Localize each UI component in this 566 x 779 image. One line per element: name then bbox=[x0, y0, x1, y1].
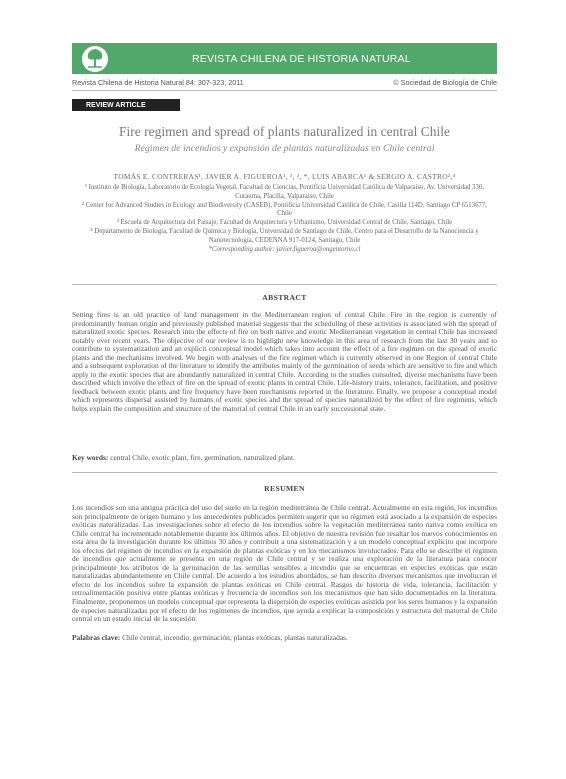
author-list: TOMÁS E. CONTRERAS¹, JAVIER A. FIGUEROA¹, ², ³, *, LUIS ABARCA¹ & SERGIO A. CASTRO²,⁴ bbox=[113, 172, 456, 181]
abstract-rule bbox=[72, 284, 497, 285]
resumen-text: Los incendios son una antigua práctica del uso del suelo en la región mediterránea de Chile central. Actualmente en esta región, los incendios son principalmente de origen humano y los antecedentes publicados permiten sugerir que su régimen está asociado a la expansión de especies exóticas naturalizadas. Las investigaciones sobre el efecto de los incendios sobre la vegetación mediterránea tanto nativa como exótica en Chile central ha incrementado notablemente durante los últimos años. El objetivo de nuestra revisión fue resaltar los nuevos conocimientos en esta área de la investigación durante los últimos 30 años y contribuir a una sistematización y a un modelo conceptual explícito que incorpore los efectos del régimen de incendios en la expansión de plantas exóticas y en los mecanismos involucrados. Para ello se describe el régimen de incendios que actualmente se presenta en una región de Chile central y se realiza una exploración de la literatura para conocer principalmente los atributos de la germinación de las semillas sensibles a incendio que se encuentran en especies exóticas que están naturalizadas abundantemente en Chile central. De acuerdo a los estudios abordados, se han descrito diversos mecanismos que involucran el efecto de los incendios sobre la expansión de plantas exóticas en Chile central. Rasgos de historia de vida, tolerancia, facilitación y retroalimentación positiva entre plantas exóticas y frecuencia de incendios son los mecanismos que han sido documentados en la literatura. Finalmente, proponemos un modelo conceptual que representa la dispersión de especies exóticas asistida por los seres humanos y la expansión de especies naturalizadas por el efecto de los regímenes de incendios, que ayuda a explicar la composición y estructura del matorral de Chile central en un estado inicial de la sucesión. bbox=[72, 503, 497, 624]
header-rule bbox=[72, 90, 497, 91]
affiliation-4: ⁴ Departamento de Biología, Facultad de Química y Biología, Universidad de Santiago de Chile, Centro para el Desarrollo de la Nanociencia y Nanotecnología, CEDENNA 917-0124, Santiago, Chile bbox=[90, 227, 479, 244]
resumen-keywords bbox=[72, 633, 497, 642]
journal-banner bbox=[72, 43, 497, 74]
abstract-heading: ABSTRACT bbox=[262, 293, 307, 302]
affiliation-3: ³ Escuela de Arquitectura del Paisaje, Facultad de Arquitectura y Urbanismo, Universidad Central de Chile, Santiago, Chile bbox=[116, 219, 453, 227]
abstract-keywords bbox=[72, 453, 497, 462]
journal-name: REVISTA CHILENA DE HISTORIA NATURAL bbox=[192, 52, 411, 65]
tree-logo-icon bbox=[80, 44, 110, 74]
affiliations bbox=[80, 184, 489, 254]
affiliation-1: ¹ Instituto de Biología, Laboratorio de Ecología Vegetal, Facultad de Ciencias, Pontificia Universidad Católica de Valparaíso, Av. Universidad 330, Curauma, Placilla, Valparaíso, Chile bbox=[84, 184, 485, 200]
corresponding-author: *Corresponding author: javier.figueroa@ongentorno.cl bbox=[208, 245, 361, 253]
copyright: © Sociedad de Biología de Chile bbox=[393, 78, 497, 87]
resumen-rule bbox=[72, 472, 497, 473]
resumen-heading: RESUMEN bbox=[264, 484, 305, 493]
affiliation-2: ² Center for Advanced Studies in Ecology and Biodiversity (CASEB), Pontificia Universidad Católica de Chile, Casilla 114D, Santiago CP 6513677, Chile bbox=[82, 201, 487, 218]
palabras-clave-label: Palabras clave: bbox=[72, 633, 121, 642]
title-spanish: Régimen de incendios y expansión de plantas naturalizadas en Chile central bbox=[134, 143, 435, 154]
palabras-clave-list: Chile central, incendio, germinación, plantas exóticas, plantas naturalizadas. bbox=[122, 633, 348, 642]
abstract-text: Setting fires is an old practice of land management in the Mediterranean region of central Chile. Fire in the region is currently of predominantly human origin and previously published material suggests that the scheduling of these activities is associated with the spread of naturalized exotic species. Research into the effects of fire on both native and exotic Mediterranean vegetation in central Chile has increased notably over recent years. The objective of our review is to highlight new knowledge in this area of research from the last 30 years and to contribute to systematization and an explicit conceptual model which takes into account the effect of a fire regimen on the spread of exotic plants and the mechanisms involved. We begin with analyses of the fire regimen which is currently observed in one Region of central Chile and a subsequent exploration of the literature to identify the attributes mainly of the germination of seeds which are sensitive to fire and which apply to the exotic species that are abundantly naturalized in central Chile. According to the studies consulted, diverse mechanisms have been described which involve the effect of fire on the spread of exotic plants in central Chile. Life-history traits, tolerance, facilitation, and positive feedback between exotic plants and fire frequency have been mechanisms reported in the literature. Finally, we propose a conceptual model which represents dispersal assisted by humans of exotic species and the spread of species naturalized by the effect of fire regimens, which helps explain the composition and structure of the matorral of central Chile in an early successional state. bbox=[72, 310, 497, 414]
title-english: Fire regimen and spread of plants naturalized in central Chile bbox=[118, 124, 450, 139]
citation: Revista Chilena de Historia Natural 84: 307-323, 2011 bbox=[72, 78, 244, 87]
keywords-list: central Chile, exotic plant, fire, germination, naturalized plant. bbox=[110, 453, 295, 462]
keywords-label: Key words: bbox=[72, 453, 109, 462]
article-type-badge: REVIEW ARTICLE bbox=[72, 99, 180, 111]
